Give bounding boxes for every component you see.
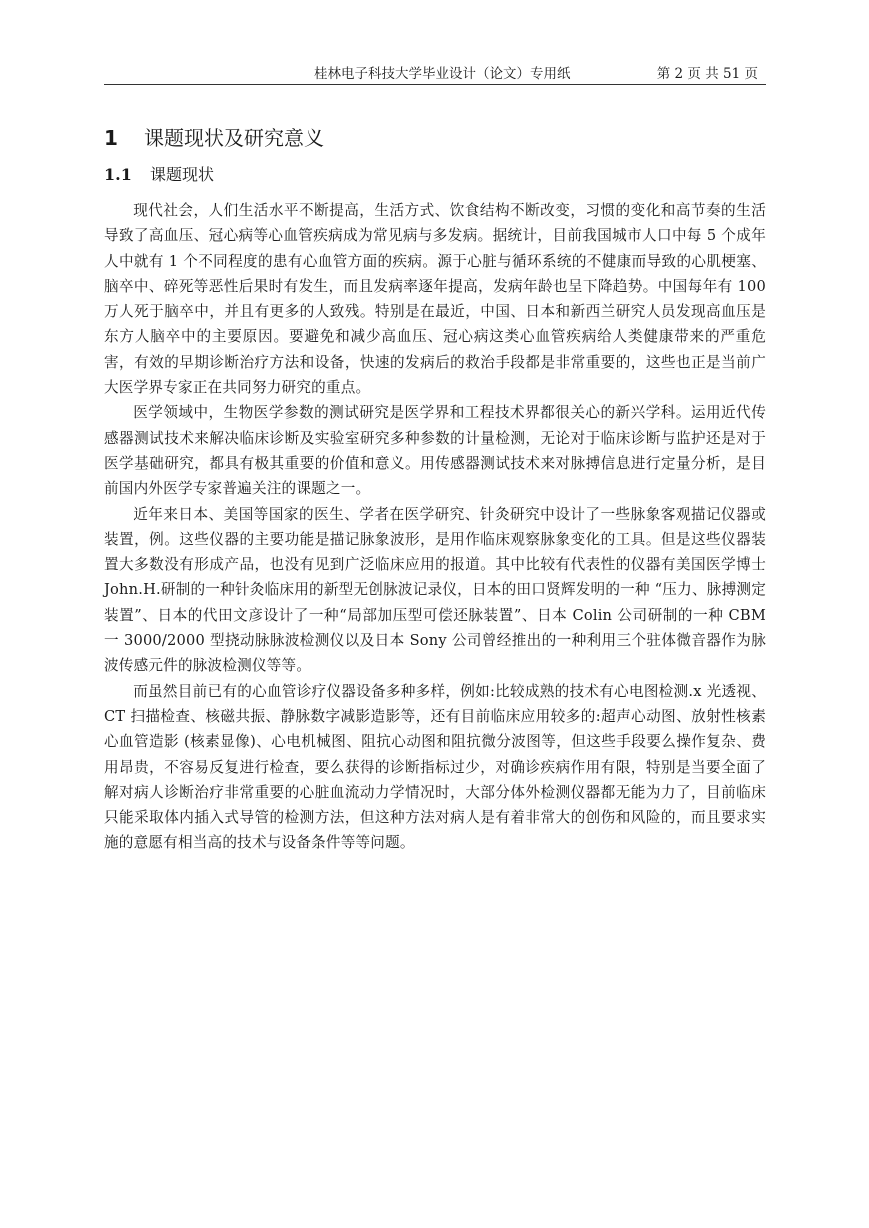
header-page-number: 第 2 页 共 51 页: [656, 66, 758, 82]
document-body: [104, 118, 766, 856]
paragraph: 近年来日本、美国等国家的医生、学者在医学研究、针灸研究中设计了一些脉象客观描记仪器或装置，例。这些仪器的主要功能是描记脉象波形，是用作临床观察脉象变化的工具。但是这些仪器装置大多数没有形成产品，也没有见到广泛临床应用的报道。其中比较有代表性的仪器有美国医学博士 John.H.研制的一种针灸临床用的新型无创脉波记录仪，日本的田口贤辉发明的一种 “压力、脉搏测定装置”、日本的代田文彦设计了一种“局部加压型可偿还脉装置”、日本 Colin 公司研制的一种 CBM 一 3000/2000 型挠动脉脉波检测仪以及日本 Sony 公司曾经推出的一种利用三个驻体微音器作为脉波传感元件的脉波检测仪等等。: [104, 505, 766, 675]
paragraph: 医学领域中，生物医学参数的测试研究是医学界和工程技术界都很关心的新兴学科。运用近代传感器测试技术来解决临床诊断及实验室研究多种参数的计量检测，无论对于临床诊断与监护还是对于医学基础研究，都具有极其重要的价值和意义。用传感器测试技术来对脉搏信息进行定量分析，是目前国内外医学专家普遍关注的课题之一。: [104, 404, 766, 498]
subsection-heading: [104, 158, 766, 192]
header-title: 桂林电子科技大学毕业设计（论文）专用纸: [314, 66, 571, 82]
page-header: [104, 58, 766, 85]
section-title: 课题现状及研究意义: [144, 126, 324, 150]
section-number: 1: [104, 126, 118, 150]
paragraph: 现代社会，人们生活水平不断提高，生活方式、饮食结构不断改变，习惯的变化和高节奏的生活导致了高血压、冠心病等心血管疾病成为常见病与多发病。据统计，目前我国城市人口中每 5 个成年人中就有 1 个不同程度的患有心血管方面的疾病。源于心脏与循环系统的不健康而导致的心肌梗塞、脑卒中、碎死等恶性后果时有发生，而且发病率逐年提高，发病年龄也呈下降趋势。中国每年有 100 万人死于脑卒中，并且有更多的人致残。特别是在最近，中国、日本和新西兰研究人员发现高血压是东方人脑卒中的主要原因。要避免和减少高血压、冠心病这类心血管疾病给人类健康带来的严重危害，有效的早期诊断治疗方法和设备，快速的发病后的救治手段都是非常重要的，这些也正是当前广大医学界专家正在共同努力研究的重点。: [104, 202, 766, 397]
section-heading: [104, 118, 766, 158]
subsection-number: 1.1: [104, 165, 132, 184]
subsection-title: 课题现状: [150, 165, 215, 184]
paragraph: 而虽然目前已有的心血管诊疗仪器设备多种多样，例如:比较成熟的技术有心电图检测.x 光透视、CT 扫描检查、核磁共振、静脉数字减影造影等，还有目前临床应用较多的:超声心动图、放射性核素心血管造影 (核素显像)、心电机械图、阻抗心动图和阻抗微分波图等，但这些手段要么操作复杂、费用昂贵，不容易反复进行检查，要么获得的诊断指标过少，对确诊疾病作用有限，特别是当要全面了解对病人诊断治疗非常重要的心脏血流动力学情况时，大部分体外检测仪器都无能为力了，目前临床只能采取体内插入式导管的检测方法，但这种方法对病人是有着非常大的创伤和风险的，而且要求实施的意愿有相当高的技术与设备条件等等问题。: [104, 682, 766, 852]
